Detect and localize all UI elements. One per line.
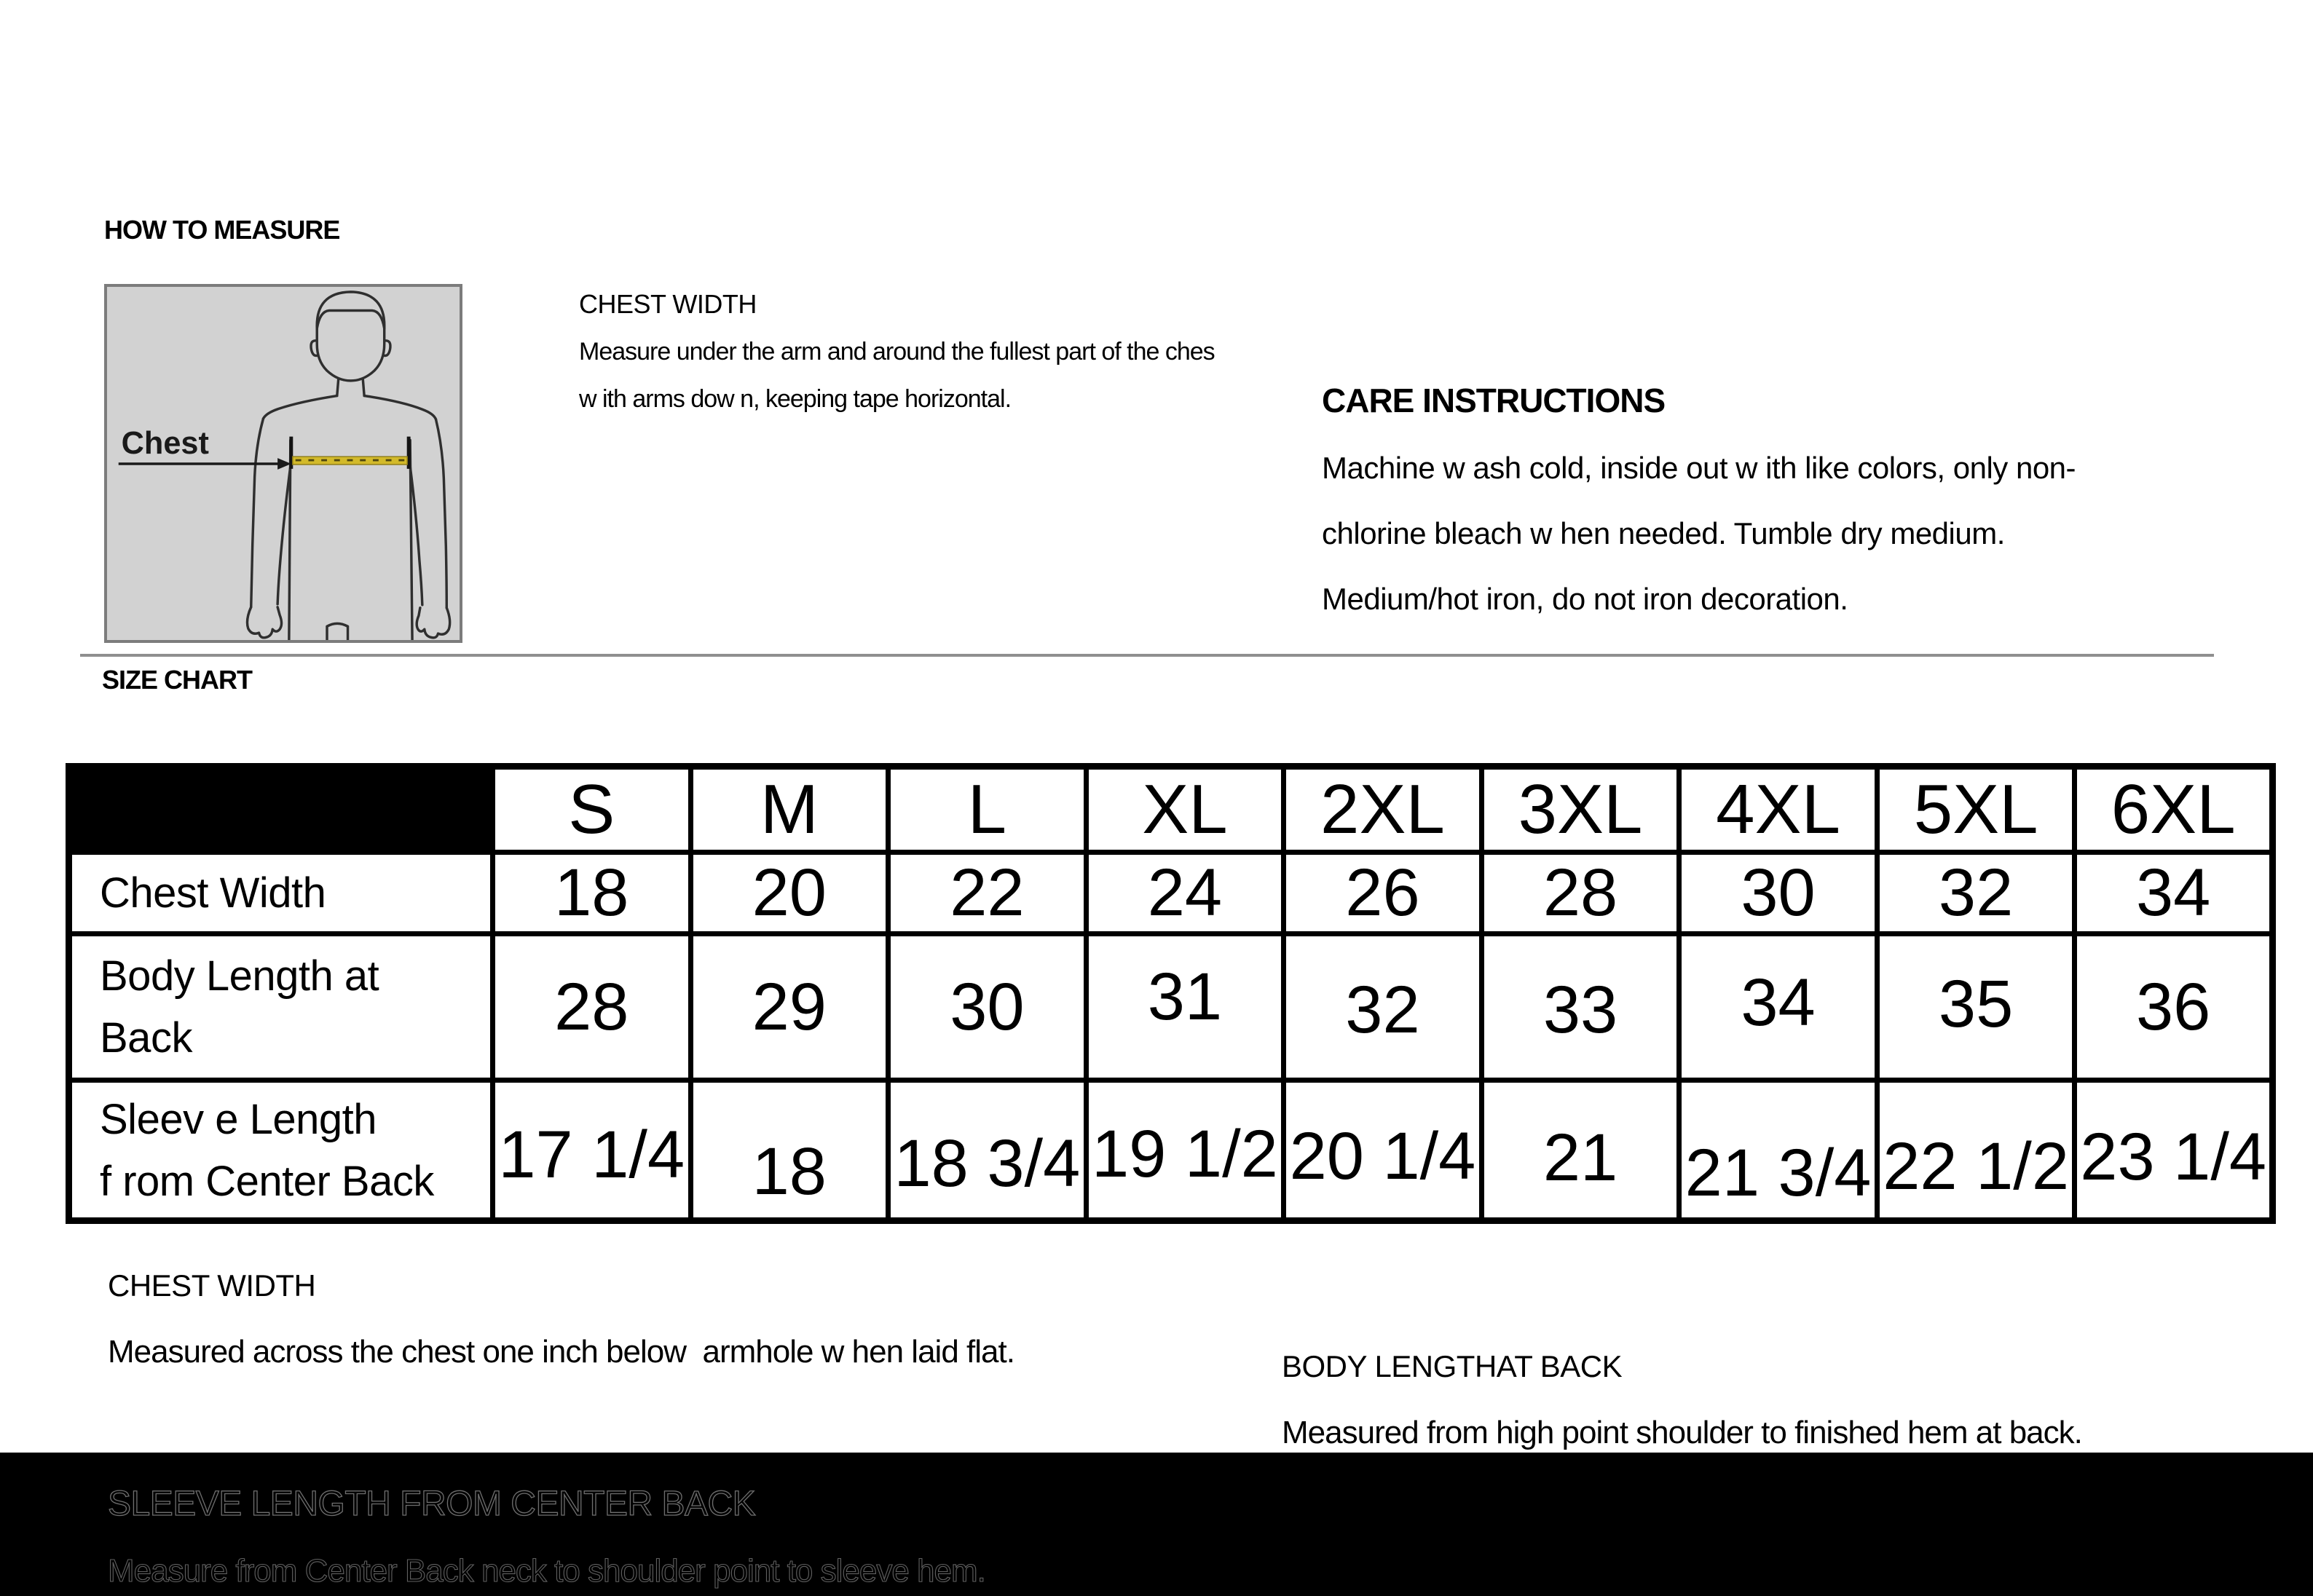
size-chart-table bbox=[66, 763, 2276, 1224]
size-col-xl: XL bbox=[1086, 767, 1284, 853]
body-length-note-heading: BODY LENGTHAT BACK bbox=[1282, 1349, 1623, 1383]
sleeve-length-note-heading: SLEEVE LENGTH FROM CENTER BACK bbox=[108, 1485, 756, 1523]
header-corner-cell bbox=[69, 767, 493, 853]
size-col-l: L bbox=[888, 767, 1087, 853]
hairline bbox=[317, 310, 384, 328]
chest-width-note-body: Measured across the chest one inch below armhole w hen laid flat. bbox=[108, 1334, 1014, 1370]
size-col-5xl: 5XL bbox=[1877, 767, 2075, 853]
size-col-m: M bbox=[690, 767, 888, 853]
chest-width-note-heading: CHEST WIDTH bbox=[108, 1268, 316, 1303]
table-row-chest-width: Chest Width 18 20 22 24 26 28 30 32 34 bbox=[69, 853, 2273, 934]
left-hand bbox=[247, 607, 281, 638]
care-line2: chlorine bleach w hen needed. Tumble dry medium. bbox=[1322, 516, 2005, 550]
size-chart-title: SIZE CHART bbox=[102, 665, 252, 695]
chest-width-line1: Measure under the arm and around the fullest part of the ches bbox=[579, 338, 1215, 366]
row-label-sleeve-length: Sleev e Length f rom Center Back bbox=[69, 1081, 493, 1221]
care-line1: Machine w ash cold, inside out w ith like colors, only non- bbox=[1322, 451, 2076, 485]
care-instructions-heading: CARE INSTRUCTIONS bbox=[1322, 382, 1666, 419]
size-header-row bbox=[69, 767, 2273, 853]
table-row-body-length: Body Length at Back 28 29 30 31 32 33 34 35 36 bbox=[69, 934, 2273, 1081]
face-outline bbox=[317, 328, 384, 381]
right-shoulder bbox=[364, 396, 436, 419]
row-label-body-length: Body Length at Back bbox=[69, 934, 493, 1081]
chest-label: Chest bbox=[121, 426, 209, 462]
size-col-6xl: 6XL bbox=[2075, 767, 2273, 853]
section-divider bbox=[80, 654, 2214, 657]
care-line3: Medium/hot iron, do not iron decoration. bbox=[1322, 582, 1848, 616]
size-col-3xl: 3XL bbox=[1481, 767, 1679, 853]
left-shoulder bbox=[263, 396, 336, 419]
how-to-measure-title: HOW TO MEASURE bbox=[104, 215, 340, 245]
torso-left-side bbox=[289, 441, 291, 640]
body-length-note-body: Measured from high point shoulder to finished hem at back. bbox=[1282, 1415, 2082, 1450]
left-arm-outer bbox=[251, 419, 264, 607]
size-col-s: S bbox=[493, 767, 691, 853]
torso-right-side bbox=[410, 441, 412, 640]
right-arm-outer bbox=[436, 419, 447, 608]
table-row-sleeve-length: Sleev e Length f rom Center Back 17 1/4 18 18 3/4 19 1/2 20 1/4 21 21 3/4 22 1/2 23 1/4 bbox=[69, 1081, 2273, 1221]
crotch-lines bbox=[327, 623, 348, 640]
size-col-2xl: 2XL bbox=[1284, 767, 1482, 853]
measurement-figure bbox=[104, 284, 462, 643]
chest-width-heading: CHEST WIDTH bbox=[579, 289, 757, 319]
right-hand bbox=[417, 608, 449, 638]
body-outline-diagram bbox=[107, 287, 460, 640]
chest-width-line2: w ith arms dow n, keeping tape horizontal. bbox=[579, 385, 1012, 413]
chest-tape bbox=[291, 437, 409, 469]
size-col-4xl: 4XL bbox=[1679, 767, 1877, 853]
sleeve-length-note-body: Measure from Center Back neck to shoulder point to sleeve hem. bbox=[108, 1553, 985, 1589]
row-label-chest-width: Chest Width bbox=[69, 853, 493, 934]
